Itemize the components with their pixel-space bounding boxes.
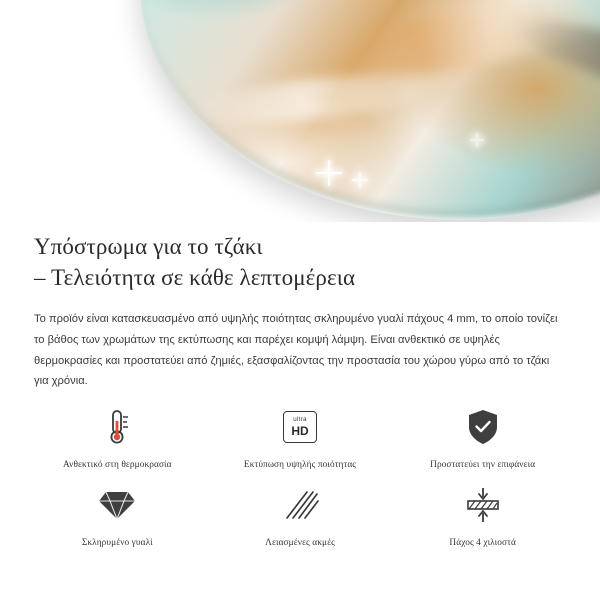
feature-item-thickness (391, 472, 574, 550)
feature-item-tempered-glass (26, 472, 209, 550)
feature-label: Ανθεκτικό στη θερμοκρασία (63, 460, 172, 470)
description-paragraph: Το προϊόν είναι κατασκευασμένο από υψηλής ποιότητας σκληρυμένο γυαλί πάχους 4 mm, το οποίο τονίζει το βάθος των χρωμάτων της εκτύπωσης και παρέχει κομψή λάμψη. Είναι ανθεκτικό σε υψηλές θερμοκρασίες και προστατεύει από ζημιές, εξασφαλίζοντας την προστασία του χώρου γύρω από το τζάκι για χρόνια. (34, 313, 558, 388)
feature-label: Σκληρυμένο γυαλί (81, 537, 153, 548)
marble-glass-disc (140, 0, 600, 220)
feature-grid (0, 400, 600, 549)
polished-edges-icon (281, 484, 319, 526)
feature-label: Προστατεύει την επιφάνεια (430, 460, 536, 470)
feature-item-polished-edges (209, 472, 392, 550)
feature-row-2 (26, 472, 574, 550)
hero-image (0, 0, 600, 222)
diamond-icon (97, 484, 137, 526)
ultra-hd-icon: ultra HD (283, 406, 317, 448)
feature-item-temperature-resistant (26, 400, 209, 472)
feature-label: Λειασμένες ακμές (265, 537, 335, 548)
description-block (0, 232, 600, 392)
thickness-arrows-icon (463, 484, 503, 526)
feature-item-high-quality-print (209, 400, 392, 472)
page-title (34, 232, 566, 293)
shield-check-icon (465, 406, 501, 448)
page-title-line-2: – Τελειότητα σε κάθε λεπτομέρεια (34, 264, 356, 290)
page-title-line-1: Υπόστρωμα για το τζάκι (34, 234, 263, 259)
feature-item-surface-protection (391, 400, 574, 472)
feature-label: Εκτύπωση υψηλής ποιότητας (243, 460, 357, 470)
thermometer-icon (99, 406, 135, 448)
feature-label: Πάχος 4 χιλιοστά (449, 537, 516, 548)
feature-row-1 (26, 400, 574, 472)
